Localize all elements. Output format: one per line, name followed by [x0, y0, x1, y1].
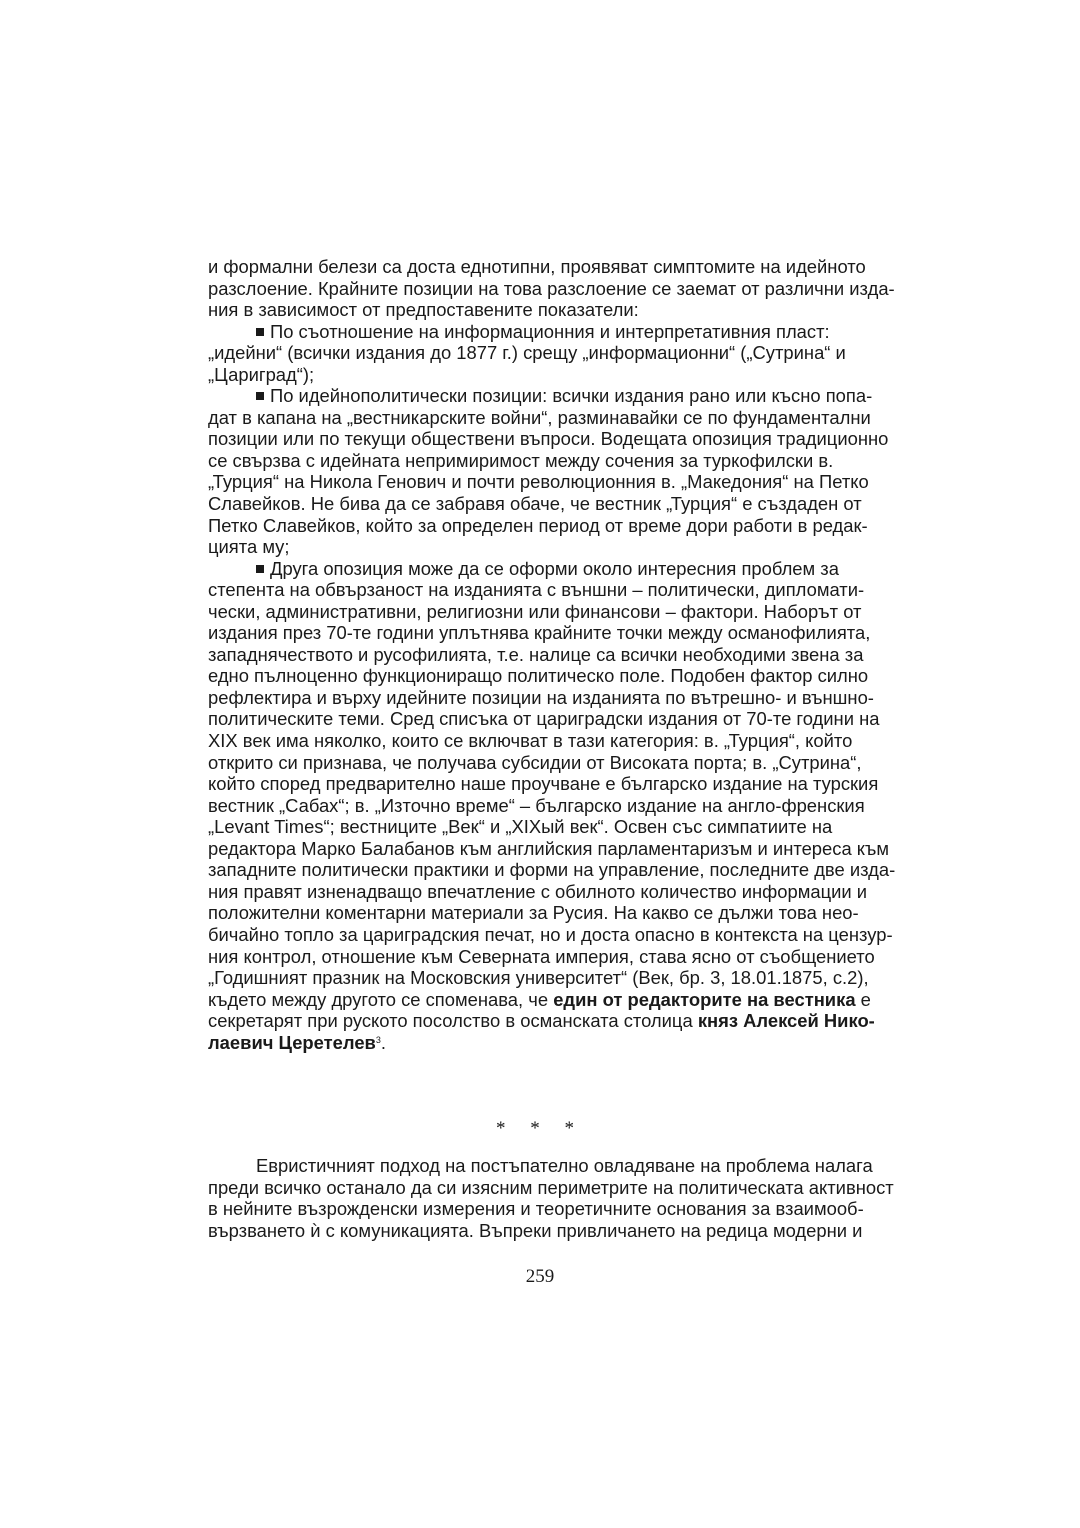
text-line: в нейните възрожденски измерения и теоретичните основания за взаимооб-	[208, 1198, 864, 1220]
text-segment: е	[860, 988, 871, 1010]
text-segment: където между другото се споменава, че	[208, 988, 549, 1010]
continuation-text-block	[208, 1155, 894, 1241]
text-line: и формални белези са доста еднотипни, проявяват симптомите на идейното	[208, 256, 866, 277]
text-line: „Турция“ на Никола Генович и почти революционния в. „Македония“ на Петко	[208, 471, 869, 493]
page-number: 259	[525, 1266, 555, 1287]
text-segment: .	[380, 1031, 386, 1053]
text-line: Славейков. Не бива да се забравя обаче, че вестник „Турция“ е създаден от	[208, 493, 862, 515]
text-segment: секретарят при руското посолство в османската столица	[208, 1010, 693, 1032]
text-line	[208, 1010, 874, 1032]
text-line: преди всичко останало да си изясним периметрите на политическата активност	[208, 1176, 894, 1198]
text-line: позиции или по текущи обществени въпроси. Водещата опозиция традиционно	[208, 428, 889, 450]
text-line: вестник „Сабах“; в. „Източно време“ – българско издание на англо-френския	[208, 794, 865, 816]
text-line: „Годишният празник на Московския университет“ (Век, бр. 3, 18.01.1875, с.2),	[208, 967, 869, 989]
text-line: рефлектира и върху идейните позиции на изданията по вътрешно- и външно-	[208, 686, 874, 708]
text-line: ния контрол, отношение към Северната империя, става ясно от съобщението	[208, 945, 875, 967]
bold-emphasis: княз Алексей Нико-	[697, 1010, 875, 1032]
text-line: чески, административни, религиозни или финансови – фактори. Наборът от	[208, 600, 862, 622]
main-text-block	[208, 256, 896, 1053]
text-line: цията му;	[208, 536, 290, 558]
text-line: открито си признава, че получава субсидии от Високата порта; в. „Сутрина“,	[208, 751, 862, 773]
text-line: Евристичният подход на постъпателно овладяване на проблема налага	[256, 1155, 873, 1176]
bold-emphasis: лаевич Церетелев	[208, 1031, 376, 1053]
bullet-item-line	[208, 321, 874, 343]
text-line: „Levant Times“; вестниците „Век“ и „XIXый век“. Освен със симпатиите на	[208, 816, 833, 838]
footnote-reference[interactable]: 3	[375, 1034, 381, 1045]
text-line: който според предварително наше проучване е българско издание на турския	[208, 773, 879, 795]
square-bullet-icon	[256, 392, 264, 400]
text-line: западнячеството и русофилията, т.е. налице са всички необходими звена за	[208, 643, 864, 665]
bullet-text: Друга опозиция може да се оформи около интересния проблем за	[270, 557, 839, 579]
bullet-text: По идейнополитически позиции: всички издания рано или късно попа-	[270, 385, 873, 407]
bullet-text: По съотношение на информационния и интерпретативния пласт:	[270, 320, 830, 342]
text-line: дат в капана на „вестникарските войни“, разминавайки се по фундаментални	[208, 406, 871, 428]
text-line: положителни коментарни материали за Русия. На какво се дължи това нео-	[208, 902, 859, 924]
text-line: XIX век има няколко, които се включват в тази категория: в. „Турция“, който	[208, 730, 853, 752]
text-line: политическите теми. Сред списъка от цариградски издания от 70-те години на	[208, 708, 880, 730]
text-line: западните политически практики и форми на управление, последните две изда-	[208, 859, 896, 881]
text-line: се свързва с идейната непримиримост между сочения за туркофилски в.	[208, 449, 834, 471]
text-line: ния правят изненадващо впечатление с обилното количество информации и	[208, 880, 868, 902]
bullet-item-line	[208, 558, 874, 580]
section-divider: * * *	[496, 1118, 584, 1139]
bold-emphasis: един от редакторите на вестника	[553, 988, 856, 1010]
square-bullet-icon	[256, 565, 264, 573]
text-line: едно пълноценно функциониращо политическо поле. Подобен фактор силно	[208, 665, 869, 687]
text-line: вързването ѝ с комуникацията. Въпреки привличането на редица модерни и	[208, 1219, 863, 1241]
text-line	[208, 1032, 874, 1054]
text-line: издания през 70-те години уплътнява крайните точки между османофилията,	[208, 622, 871, 644]
text-line: „идейни“ (всички издания до 1877 г.) срещу „информационни“ („Сутрина“ и	[208, 342, 846, 364]
square-bullet-icon	[256, 328, 264, 336]
text-line: Петко Славейков, който за определен период от време дори работи в редак-	[208, 514, 868, 536]
text-line: разслоение. Крайните позиции на това разслоение се заемат от различни изда-	[208, 277, 895, 299]
bullet-item-line	[208, 385, 874, 407]
text-line: бичайно топло за цариградския печат, но и доста опасно в контекста на цензур-	[208, 923, 893, 945]
text-line: редактора Марко Балабанов към английския парламентаризъм и интереса към	[208, 837, 889, 859]
text-line: степента на обвързаност на изданията с външни – политически, дипломати-	[208, 579, 865, 601]
text-line	[208, 989, 874, 1011]
text-line: „Цариград“);	[208, 363, 315, 385]
text-line: ния в зависимост от предпоставените показатели:	[208, 299, 639, 321]
